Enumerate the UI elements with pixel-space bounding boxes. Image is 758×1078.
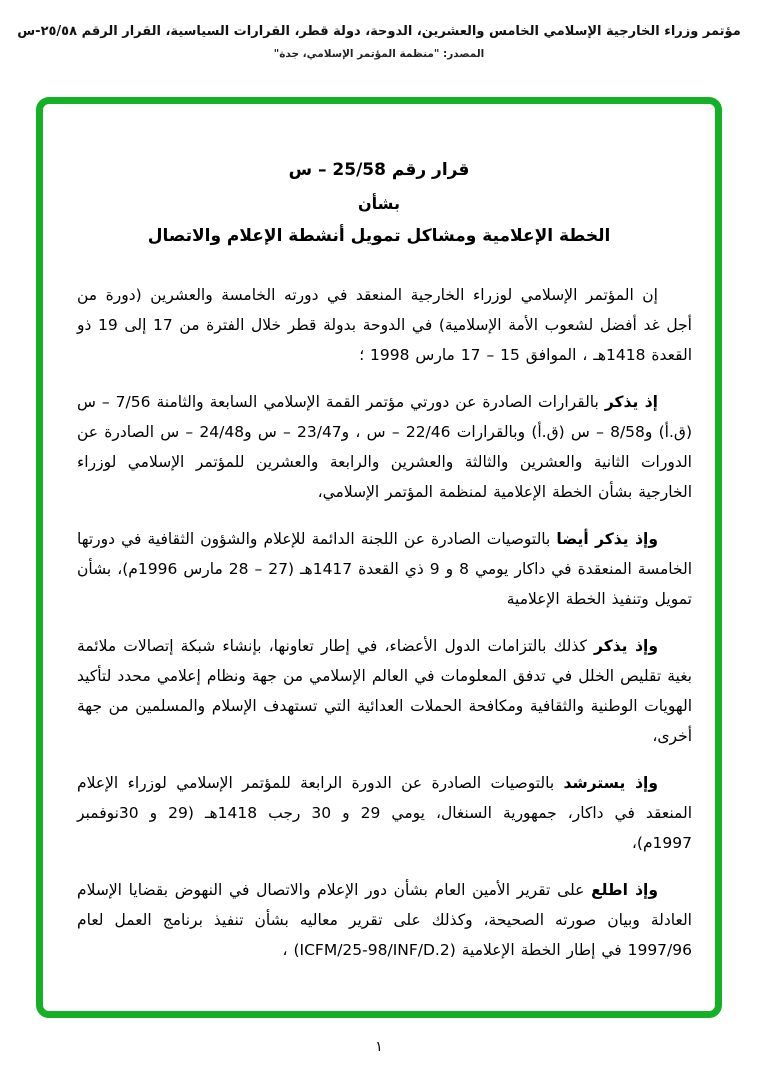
running-head-source: المصدر: "منظمة المؤتمر الإسلامي، جدة": [273, 48, 485, 60]
paragraph-recalling-further: [77, 631, 692, 751]
paragraph-text: على تقرير الأمين العام بشأن دور الإعلام والاتصال في النهوض بقضايا الإسلام العادلة وبيان صورته الصحيحة، وكذلك على تقرير معاليه بشأن تنفيذ برنامج العمل لعام 1997/96 في إطار الخطة الإعلامية (ICFM/25-98/INF/D.2) ،: [77, 881, 692, 959]
paragraph-lead: إذ يذكر: [604, 393, 659, 411]
paragraph-text: إن المؤتمر الإسلامي لوزراء الخارجية المنعقد في دورته الخامسة والعشرين (دورة من أجل غد أفضل لشعوب الأمة الإسلامية) في الدوحة بدولة قطر خلال الفترة من 17 إلى 19 ذو القعدة 1418هـ ، الموافق 15 – 17 مارس 1998 ؛: [77, 286, 692, 364]
paragraph-text: كذلك بالتزامات الدول الأعضاء، في إطار تعاونها، بإنشاء شبكة إتصالات ملائمة بغية تقليص الخلل في تدفق المعلومات في العالم الإسلامي من جهة ونظام إعلامي محدد لتأكيد الهويات الوطنية والثقافية ومكافحة الحملات العدائية التي تستهدف الإسلام والمسلمين من جهة أخرى،: [77, 637, 692, 745]
page-number: ١: [375, 1039, 383, 1055]
paragraph-lead: وإذ اطلع: [591, 881, 658, 899]
paragraph-recalling-also: [77, 524, 692, 614]
paragraph-preamble: [77, 280, 692, 370]
title-block: [43, 160, 715, 246]
paragraph-guided-by: [77, 768, 692, 858]
paragraph-lead: وإذ يذكر: [594, 637, 658, 655]
paragraph-having-examined: [77, 875, 692, 965]
paragraph-recalling: [77, 387, 692, 507]
running-head: [0, 24, 758, 60]
paragraph-text: بالتوصيات الصادرة عن الدورة الرابعة للمؤتمر الإسلامي لوزراء الإعلام المنعقد في داكار، جمهورية السنغال، يومي 29 و 30 رجب 1418هـ (29 و 30نوفمبر 1997م)،: [77, 774, 693, 852]
regarding-label: بشأن: [358, 194, 400, 213]
paragraph-text: بالتوصيات الصادرة عن اللجنة الدائمة للإعلام والشؤون الثقافية في دورتها الخامسة المنعقدة في داكار يومي 8 و 9 ذي القعدة 1417هـ (27 – 28 مارس 1996م)، بشأن تمويل وتنفيذ الخطة الإعلامية: [77, 530, 692, 608]
running-head-citation: مؤتمر وزراء الخارجية الإسلامي الخامس والعشرين، الدوحة، دولة قطر، القرارات السياسية، القرار الرقم ٢٥/٥٨-س: [17, 24, 741, 39]
paragraph-lead: وإذ يذكر أيضا: [556, 530, 659, 548]
document-frame: [36, 97, 722, 1018]
resolution-number-title: قرار رقم 25/58 – س: [288, 160, 470, 180]
document-body: [43, 280, 715, 965]
resolution-subject-title: الخطة الإعلامية ومشاكل تمويل أنشطة الإعلام والاتصال: [147, 226, 611, 246]
paragraph-text: بالقرارات الصادرة عن دورتي مؤتمر القمة الإسلامي السابعة والثامنة 7/56 – س (ق.أ) و8/58 – س (ق.أ) وبالقرارات 22/46 – س ، و23/47 – س و24/48 – س الصادرة عن الدورات الثانية والعشرين والثالثة والعشرين والرابعة والعشرين للمؤتمر الإسلامي لوزراء الخارجية بشأن الخطة الإعلامية لمنظمة المؤتمر الإسلامي،: [77, 393, 692, 501]
paragraph-lead: وإذ يسترشد: [563, 774, 658, 792]
